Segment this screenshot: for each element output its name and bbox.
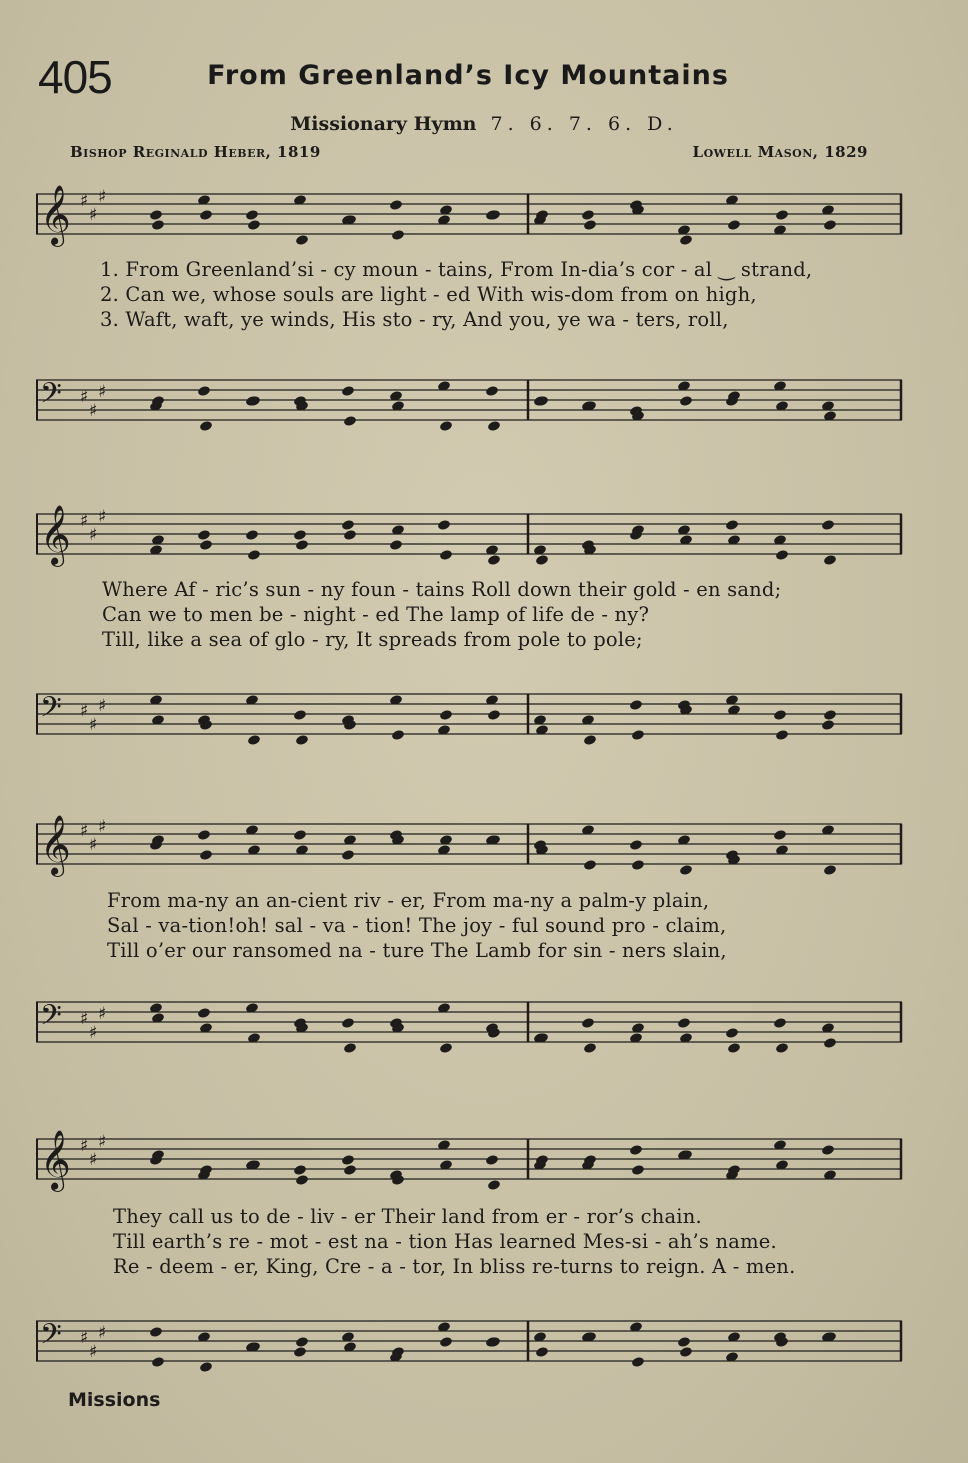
note-head <box>391 729 405 741</box>
note-head <box>631 859 645 871</box>
hymn-title: From Greenland’s Icy Mountains <box>207 60 729 91</box>
note-head <box>197 529 211 541</box>
lyric-line: Till earth’s re - mot - est na - tion Has learned Mes-si - ah’s name. <box>113 1230 777 1253</box>
sharp-icon: ♯ <box>89 1023 98 1043</box>
treble-clef-icon: 𝄞 <box>40 505 71 565</box>
note-head <box>679 234 693 246</box>
note-head <box>677 1017 691 1029</box>
treble-clef-icon: 𝄞 <box>40 185 71 245</box>
sharp-icon: ♯ <box>98 1004 107 1024</box>
note-head <box>247 549 261 561</box>
note-head <box>149 209 163 221</box>
sharp-icon: ♯ <box>80 511 89 531</box>
sharp-icon: ♯ <box>98 507 107 527</box>
note-head <box>199 420 213 432</box>
note-head <box>151 219 165 231</box>
note-head <box>437 519 451 531</box>
sharp-icon: ♯ <box>80 387 89 407</box>
bass-staff <box>36 680 908 770</box>
note-head <box>775 209 789 221</box>
treble-clef-icon: 𝄞 <box>40 815 71 875</box>
note-head <box>485 1154 499 1166</box>
bass-clef-icon: 𝄢 <box>40 691 62 731</box>
note-head <box>389 199 403 211</box>
meter: 7. 6. 7. 6. D. <box>490 113 678 135</box>
note-head <box>341 519 355 531</box>
note-head <box>199 209 213 221</box>
note-head <box>197 829 211 841</box>
note-head <box>149 1326 163 1338</box>
note-head <box>583 1042 597 1054</box>
note-head <box>341 1154 355 1166</box>
treble-staff <box>36 180 908 270</box>
note-head <box>439 1042 453 1054</box>
note-head <box>485 385 499 397</box>
note-head <box>293 829 307 841</box>
bass-staff <box>36 366 908 456</box>
sharp-icon: ♯ <box>98 187 107 207</box>
note-head <box>821 719 835 731</box>
note-head <box>679 864 693 876</box>
sharp-icon: ♯ <box>89 1342 98 1362</box>
note-head <box>295 234 309 246</box>
lyric-line: 3. Waft, waft, ye winds, His sto - ry, And you, ye wa - ters, roll, <box>100 308 729 331</box>
note-head <box>631 1164 645 1176</box>
note-head <box>341 1017 355 1029</box>
lyric-line: From ma-ny an an-cient riv - er, From ma-ny a palm-y plain, <box>107 889 710 912</box>
sharp-icon: ♯ <box>89 525 98 545</box>
bass-clef-icon: 𝄢 <box>40 377 62 417</box>
note-head <box>823 219 837 231</box>
note-head <box>389 539 403 551</box>
author-credit: Bishop Reginald Heber, 1819 <box>70 143 321 161</box>
note-head <box>631 1356 645 1368</box>
bass-staff <box>36 1307 908 1397</box>
note-head <box>629 699 643 711</box>
note-head <box>439 709 453 721</box>
note-head <box>823 709 837 721</box>
note-head <box>535 554 549 566</box>
note-head <box>245 209 259 221</box>
note-head <box>631 729 645 741</box>
note-head <box>199 539 213 551</box>
note-head <box>343 529 357 541</box>
sharp-icon: ♯ <box>80 701 89 721</box>
note-head <box>151 1356 165 1368</box>
note-head <box>245 529 259 541</box>
lyric-line: Where Af - ric’s sun - ny foun - tains Roll down their gold - en sand; <box>102 578 782 601</box>
note-head <box>487 420 501 432</box>
note-head <box>583 734 597 746</box>
note-head <box>679 395 693 407</box>
treble-staff <box>36 810 908 900</box>
lyric-line: Till o’er our ransomed na - ture The Lamb for sin - ners slain, <box>107 939 727 962</box>
note-head <box>823 1037 837 1049</box>
sharp-icon: ♯ <box>98 696 107 716</box>
note-head <box>775 1042 789 1054</box>
note-head <box>629 1144 643 1156</box>
note-head <box>775 729 789 741</box>
bass-staff <box>36 988 908 1078</box>
note-head <box>439 420 453 432</box>
note-head <box>727 1042 741 1054</box>
note-head <box>247 734 261 746</box>
note-head <box>199 1361 213 1373</box>
note-head <box>583 859 597 871</box>
note-head <box>295 1174 309 1186</box>
note-head <box>439 549 453 561</box>
note-head <box>247 219 261 231</box>
treble-staff <box>36 500 908 590</box>
note-head <box>487 1179 501 1191</box>
sharp-icon: ♯ <box>98 1323 107 1343</box>
note-head <box>293 529 307 541</box>
lyric-line: Re - deem - er, King, Cre - a - tor, In bliss re-turns to reign. A - men. <box>113 1255 796 1278</box>
sharp-icon: ♯ <box>89 401 98 421</box>
tune-name: Missionary Hymn <box>290 113 477 135</box>
treble-staff <box>36 1125 908 1215</box>
note-head <box>629 839 643 851</box>
note-head <box>823 554 837 566</box>
note-head <box>821 519 835 531</box>
sharp-icon: ♯ <box>89 715 98 735</box>
sharp-icon: ♯ <box>80 1009 89 1029</box>
note-head <box>583 219 597 231</box>
lyric-line: Till, like a sea of glo - ry, It spreads from pole to pole; <box>102 628 643 651</box>
note-head <box>821 1144 835 1156</box>
note-head <box>197 1007 211 1019</box>
lyric-line: They call us to de - liv - er Their land from er - ror’s chain. <box>113 1205 702 1228</box>
sharp-icon: ♯ <box>98 1132 107 1152</box>
sharp-icon: ♯ <box>89 205 98 225</box>
note-head <box>293 1346 307 1358</box>
hymn-number: 405 <box>38 51 112 103</box>
bass-clef-icon: 𝄢 <box>40 999 62 1039</box>
bass-clef-icon: 𝄢 <box>40 1318 62 1358</box>
note-head <box>823 864 837 876</box>
note-head <box>295 539 309 551</box>
lyric-line: 1. From Greenland’si - cy moun - tains, From In-dia’s cor - al ‿ strand, <box>100 258 813 281</box>
lyric-line: Can we to men be - night - ed The lamp of life de - ny? <box>102 603 650 626</box>
note-head <box>581 1017 595 1029</box>
note-head <box>773 709 787 721</box>
note-head <box>535 1346 549 1358</box>
note-head <box>725 1027 739 1039</box>
note-head <box>341 385 355 397</box>
note-head <box>487 554 501 566</box>
sharp-icon: ♯ <box>80 821 89 841</box>
note-head <box>773 829 787 841</box>
tune-line <box>0 113 968 135</box>
note-head <box>293 1164 307 1176</box>
note-head <box>343 415 357 427</box>
sharp-icon: ♯ <box>80 1328 89 1348</box>
note-head <box>199 849 213 861</box>
note-head <box>725 519 739 531</box>
note-head <box>341 849 355 861</box>
note-head <box>775 549 789 561</box>
sharp-icon: ♯ <box>98 382 107 402</box>
note-head <box>679 1346 693 1358</box>
note-head <box>391 229 405 241</box>
lyric-line: Sal - va-tion!oh! sal - va - tion! The joy - ful sound pro - claim, <box>107 914 727 937</box>
sharp-icon: ♯ <box>80 1136 89 1156</box>
sharp-icon: ♯ <box>89 835 98 855</box>
lyric-line: 2. Can we, whose souls are light - ed With wis-dom from on high, <box>100 283 757 306</box>
note-head <box>197 385 211 397</box>
treble-clef-icon: 𝄞 <box>40 1130 71 1190</box>
composer-credit: Lowell Mason, 1829 <box>692 143 868 161</box>
note-head <box>295 1336 309 1348</box>
note-head <box>439 1336 453 1348</box>
note-head <box>293 709 307 721</box>
sharp-icon: ♯ <box>89 1150 98 1170</box>
note-head <box>295 734 309 746</box>
note-head <box>677 1336 691 1348</box>
sharp-icon: ♯ <box>98 817 107 837</box>
note-head <box>343 1164 357 1176</box>
note-head <box>343 1042 357 1054</box>
note-head <box>487 709 501 721</box>
sharp-icon: ♯ <box>80 191 89 211</box>
section-label: Missions <box>68 1389 161 1411</box>
note-head <box>727 219 741 231</box>
note-head <box>581 209 595 221</box>
note-head <box>773 1017 787 1029</box>
